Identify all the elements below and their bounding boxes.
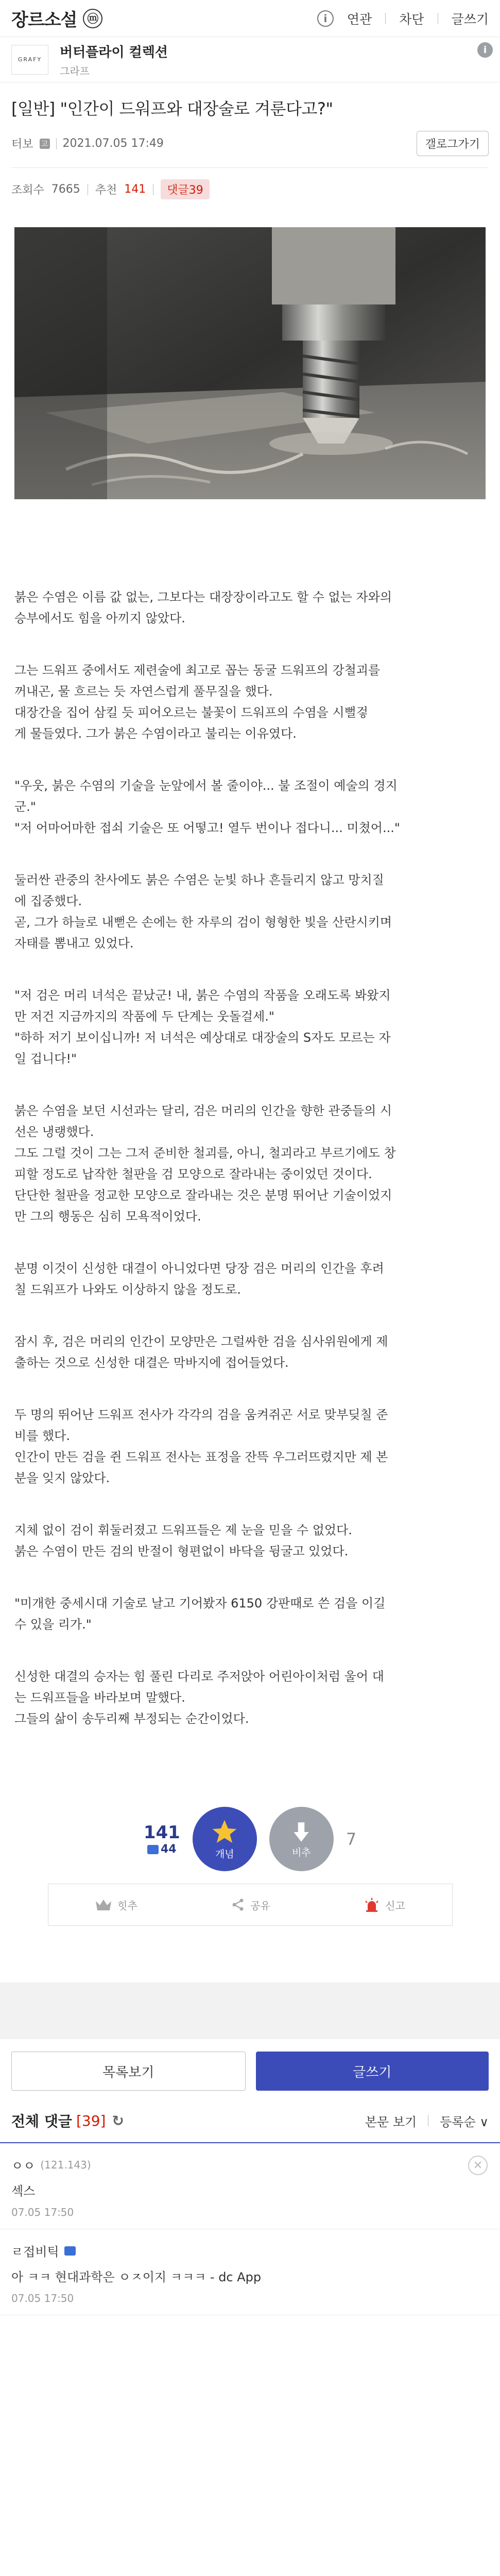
reply-label: 댓글 xyxy=(167,184,189,197)
list-button[interactable]: 목록보기 xyxy=(11,2052,246,2091)
info-icon[interactable]: i xyxy=(317,10,334,27)
post-meta-left xyxy=(11,135,164,151)
comment-nick[interactable]: ㅇㅇ xyxy=(11,2159,36,2173)
fixed-member-icon: 고 xyxy=(40,139,50,149)
write-link[interactable]: 글쓰기 xyxy=(451,11,489,27)
milling-photo xyxy=(14,227,486,499)
reply-count: 39 xyxy=(188,184,203,197)
up-count: 141 xyxy=(143,1822,180,1843)
crown-icon xyxy=(95,1898,112,1911)
fixed-member-icon xyxy=(64,2246,76,2256)
share-icon xyxy=(231,1897,245,1912)
bottom-button-row xyxy=(0,2039,500,2091)
related-link[interactable]: 연관 xyxy=(347,11,372,27)
ad-info-icon[interactable]: i xyxy=(477,42,493,58)
paragraph: "우웃, 붉은 수염의 기술을 눈앞에서 볼 줄이야... 불 조절이 예술의 경지 군." "저 어마어마한 접쇠 기술은 또 어떻고! 열두 번이나 접다니... 미쳤어..." xyxy=(14,778,400,835)
delete-comment-icon[interactable]: ✕ xyxy=(468,2156,488,2175)
comment-item xyxy=(0,2143,500,2229)
views-label: 조회수 xyxy=(11,184,44,197)
gallery-header xyxy=(0,0,500,37)
paragraph: 두 명의 뛰어난 드워프 전사가 각각의 검을 움켜쥐곤 서로 맞부딪칠 준 비를 했다. 인간이 만든 검을 쥔 드워프 전사는 표정을 잔뜩 우그러뜨렸지만 제 본 분을 잊지 않았다. xyxy=(14,1408,388,1485)
paragraph: 그는 드워프 중에서도 제련술에 최고로 꼽는 동굴 드워프의 강철괴를 꺼내곤, 물 흐르는 듯 자연스럽게 풀무질을 했다. 대장간을 집어 삼킬 듯 피어오르는 불꽃이 드워프의 수염을 시뻘겋 게 물들였다. 그가 붉은 수염이라고 불리는 이유였다. xyxy=(14,663,381,741)
write-button[interactable]: 글쓰기 xyxy=(256,2052,489,2091)
comment-controls xyxy=(365,2112,489,2130)
paragraph: 붉은 수염을 보던 시선과는 달리, 검은 머리의 인간을 향한 관중들의 시 선은 냉랭했다. 그도 그럴 것이 그는 그저 준비한 철괴를, 아니, 철괴라고 부르기에도 창 피할 정도로 납작한 철판을 검 모양으로 잘라내는 중이었던 것이다. 단단한 철판을 정교한 모양으로 잘라내는 것은 분명 뛰어난 기술이었지 만 그의 행동은 심히 모욕적이었다. xyxy=(14,1104,396,1224)
gallery-title-group[interactable] xyxy=(11,6,102,31)
recommend-count-box xyxy=(144,1822,180,1856)
post-title: [일반] "인간이 드워프와 대장술로 겨룬다고?" xyxy=(11,99,333,118)
comment-count: [39] xyxy=(76,2112,106,2129)
paragraph: 신성한 대결의 승자는 힘 풀린 다리로 주저앉아 어린아이처럼 울어 대 는 드워프들을 바라보며 말했다. 그들의 삶이 송두리째 부정되는 순간이었다. xyxy=(14,1669,384,1726)
comment-ip: (121.143) xyxy=(40,2158,91,2171)
recommend-count: 141 xyxy=(124,183,146,196)
gallery-title[interactable]: 장르소설 xyxy=(11,10,77,30)
comment-date: 07.05 17:50 xyxy=(11,2292,74,2304)
recommend-area xyxy=(0,1807,500,1871)
ad-sub: 그라프 xyxy=(60,64,90,77)
block-link[interactable]: 차단 xyxy=(399,11,424,27)
refresh-icon[interactable]: ↻ xyxy=(112,2112,124,2129)
fixed-user-icon xyxy=(147,1845,159,1854)
reply-badge[interactable] xyxy=(161,179,210,199)
ad-banner[interactable] xyxy=(0,37,500,82)
fixed-count-row xyxy=(144,1843,180,1856)
gallog-button[interactable]: 갤로그가기 xyxy=(417,131,489,156)
share-button[interactable] xyxy=(231,1897,270,1912)
views-count: 7665 xyxy=(51,183,80,196)
hit-label: 힛추 xyxy=(117,1899,137,1912)
star-icon xyxy=(210,1818,239,1846)
separator-band xyxy=(0,1982,500,2039)
comment-text: 아 ㅋㅋ 현대과학은 ㅇㅈ이지 ㅋㅋㅋ - dc App xyxy=(11,2270,262,2284)
paragraph: 붉은 수염은 이름 값 없는, 그보다는 대장장이라고도 할 수 없는 자와의 승부에서도 힘을 아끼지 않았다. xyxy=(14,590,392,625)
down-label: 비추 xyxy=(291,1847,311,1858)
comment-title: 전체 댓글 xyxy=(11,2113,72,2130)
thumb-down-icon xyxy=(288,1819,314,1845)
comment-item xyxy=(0,2229,500,2315)
ad-name: 버터플라이 컬렉션 xyxy=(60,44,168,60)
paragraph: "미개한 중세시대 기술로 날고 기어봤자 6150 강판때로 쓴 검을 이길 수 있을 리가." xyxy=(14,1596,386,1632)
share-label: 공유 xyxy=(250,1899,270,1912)
minor-gallery-icon: ⓜ xyxy=(83,9,102,28)
paragraph: 잠시 후, 검은 머리의 인간이 모양만은 그럴싸한 검을 심사위원에게 제 출하는 것으로 신성한 대결은 막바지에 접어들었다. xyxy=(14,1334,388,1370)
post-date: 2021.07.05 17:49 xyxy=(62,137,164,150)
author-name[interactable]: 터보 xyxy=(11,138,33,151)
comment-nick[interactable]: ㄹ접비틱 xyxy=(11,2245,59,2259)
report-label: 신고 xyxy=(385,1899,405,1912)
divider xyxy=(56,138,57,149)
comment-header xyxy=(0,2110,500,2143)
recommend-down-button[interactable] xyxy=(269,1807,334,1871)
paragraph: 지체 없이 검이 휘둘러졌고 드워프들은 제 눈을 믿을 수 없었다. 붉은 수염이 만든 검의 반절이 형편없이 바닥을 뒹굴고 있었다. xyxy=(14,1523,352,1558)
post-header xyxy=(0,82,500,212)
post-meta xyxy=(11,131,489,156)
siren-icon xyxy=(364,1897,380,1912)
post-image xyxy=(14,227,486,499)
comment-author-row xyxy=(11,2242,489,2260)
paragraph: "저 검은 머리 녀석은 끝났군! 내, 붉은 수염의 작품을 오래도록 봐왔지 만 저건 지금까지의 작품에 두 단계는 웃돌걸세." "하하 저기 보이십니까! 저 녀석은 예상대로 대장술의 S자도 모르는 자 일 겁니다!" xyxy=(14,988,391,1066)
comment-title-group xyxy=(11,2110,124,2131)
comment-text: 섹스 xyxy=(11,2184,36,2198)
view-original-link[interactable]: 본문 보기 xyxy=(365,2114,417,2129)
sort-select[interactable]: 등록순 ∨ xyxy=(440,2114,489,2129)
paragraph: 분명 이것이 신성한 대결이 아니었다면 당장 검은 머리의 인간을 후려 칠 드워프가 나와도 이상하지 않을 정도로. xyxy=(14,1261,384,1297)
header-links xyxy=(317,9,489,28)
fixed-count: 44 xyxy=(161,1843,177,1856)
comment-date: 07.05 17:50 xyxy=(11,2206,74,2218)
divider xyxy=(385,13,386,24)
down-count: 7 xyxy=(346,1829,357,1849)
ad-logo: GRAFY xyxy=(11,45,48,75)
hit-button[interactable] xyxy=(95,1897,137,1912)
post-body xyxy=(0,499,500,1730)
post-action-bar xyxy=(48,1884,453,1926)
report-button[interactable] xyxy=(364,1897,405,1912)
recommend-label: 추천 xyxy=(95,184,117,197)
ad-text xyxy=(60,42,168,78)
recommend-up-button[interactable] xyxy=(193,1807,257,1871)
post-stats xyxy=(11,167,489,212)
paragraph: 둘러싼 관중의 찬사에도 붉은 수염은 눈빛 하나 흔들리지 않고 망치질 에 집중했다. 곧, 그가 하늘로 내뻗은 손에는 한 자루의 검이 형형한 빛을 산란시키며 자태를 뽐내고 있었다. xyxy=(14,873,392,951)
comment-author-row xyxy=(11,2156,489,2174)
up-label: 개념 xyxy=(215,1849,234,1860)
